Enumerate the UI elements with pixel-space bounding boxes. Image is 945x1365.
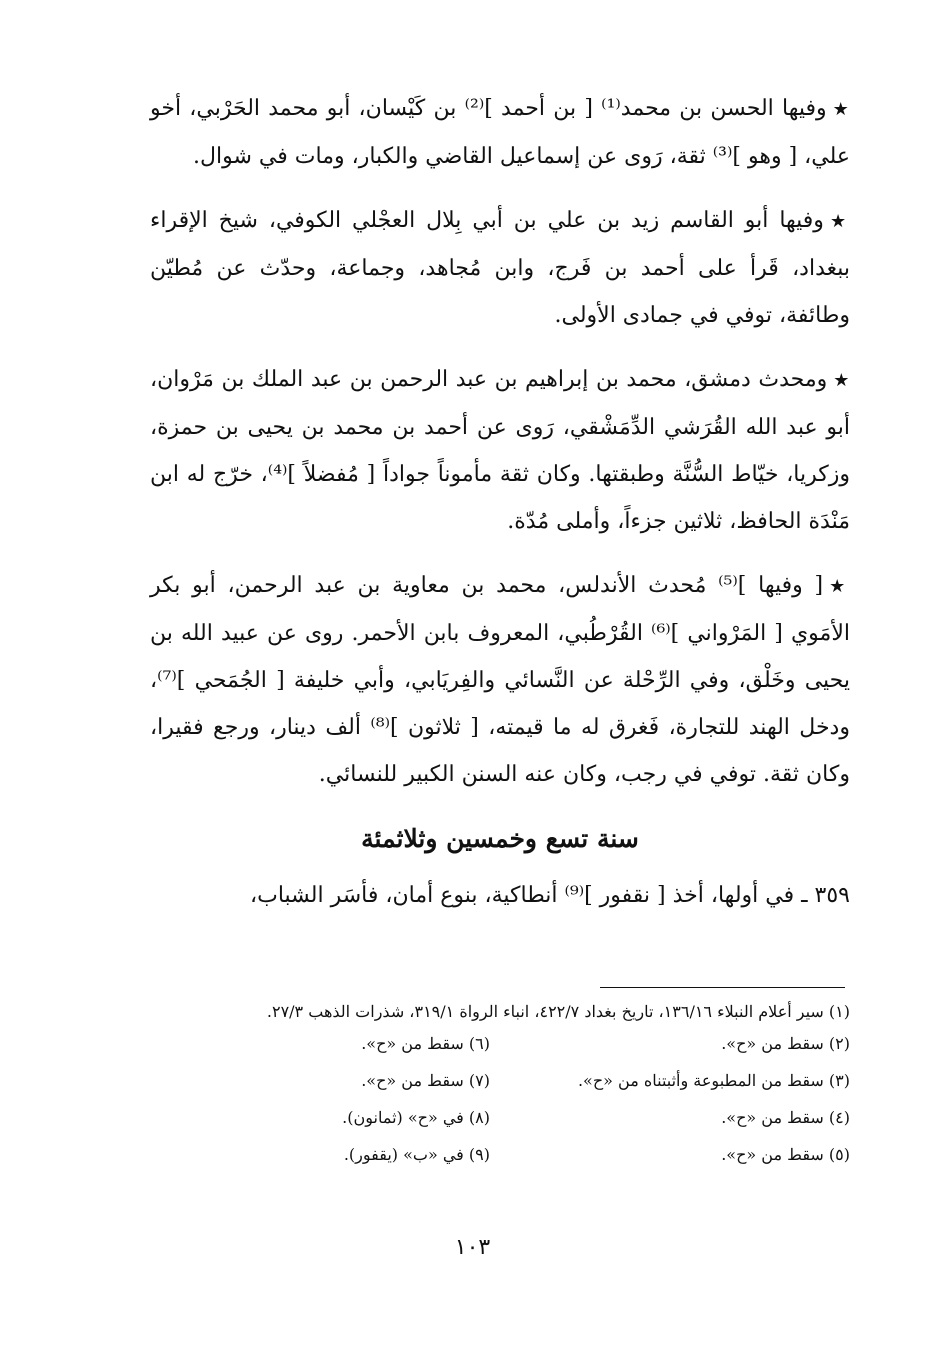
footnote-divider <box>600 987 845 988</box>
star-icon: ★ <box>832 99 851 120</box>
footnote-2: (٢) سقط من «ح». <box>721 1034 850 1053</box>
footnotes <box>150 998 850 1169</box>
entry-text: ومحدث دمشق، محمد بن إبراهيم بن عبد الرحمن بن عبد الملك بن مَرْوان، أبو عبد الله القُرَشي الدِّمَشْقي، رَوى عن أحمد بن محمد بن يحيى بن حمزة، وزكريا، خيّاط السُّنَّة وطبقتها. وكان ثقة مأموناً جواداً [ مُفضلاً ]⁽⁴⁾، خرّج له ابن مَنْدَة الحافظ، ثلاثين جزءاً، وأملى مُدّة. <box>150 367 850 534</box>
footnote-7: (٧) سقط من «ح». <box>361 1071 490 1090</box>
footnote-column-left <box>150 1030 500 1169</box>
footnote-columns <box>150 1030 850 1169</box>
entry-1 <box>150 85 850 180</box>
star-icon: ★ <box>833 370 851 391</box>
entry-4 <box>150 562 850 798</box>
main-text <box>150 85 850 919</box>
entry-text: وفيها الحسن بن محمد⁽¹⁾ [ بن أحمد ]⁽²⁾ بن كَيْسان، أبو محمد الحَرْبي، أخو علي، [ وهو ]⁽³⁾ ثقة، رَوى عن إسماعيل القاضي والكبار، ومات في شوال. <box>150 96 850 169</box>
star-icon: ★ <box>829 576 850 597</box>
footnote-5: (٥) سقط من «ح». <box>721 1145 850 1164</box>
footnote-4: (٤) سقط من «ح». <box>721 1108 850 1127</box>
footnote-3: (٣) سقط من المطبوعة وأثبتناه من «ح». <box>577 1071 850 1090</box>
footnote-8: (٨) في «ح» (ثمانون). <box>342 1108 490 1127</box>
footnote-column-right <box>500 1030 850 1169</box>
footnote-1: (١) سير أعلام النبلاء ١٣٦/١٦، تاريخ بغداد ٤٢٢/٧، انباء الرواة ٣١٩/١، شذرات الذهب ٢٧/٣. <box>266 1002 850 1021</box>
entry-3 <box>150 356 850 545</box>
year-heading: سنة تسع وخمسين وثلاثمئة <box>361 824 639 853</box>
footnote-9: (٩) في «ب» (يقفور). <box>343 1145 490 1164</box>
entry-2 <box>150 197 850 339</box>
page-number: ١٠٣ <box>454 1235 491 1260</box>
star-icon: ★ <box>829 211 850 232</box>
footnote-6: (٦) سقط من «ح». <box>361 1034 490 1053</box>
entry-text: [ وفيها ]⁽⁵⁾ مُحدث الأندلس، محمد بن معاوية بن عبد الرحمن، أبو بكر الأمَوي [ المَرْواني ]⁽⁶⁾ القُرْطُبي، المعروف بابن الأحمر. روى عن عبيد الله بن يحيى وخَلْق، وفي الرِّحْلة عن النَّسائي والفِريَابي، وأبي خليفة [ الجُمَحي ]⁽⁷⁾، ودخل الهند للتجارة، فَغرق له ما قيمته، [ ثلاثون ]⁽⁸⁾ ألف دينار، ورجع فقيرا، وكان ثقة. توفي في رجب، وكان عنه السنن الكبير للنسائي. <box>150 573 851 787</box>
year-entry-text: ٣٥٩ ـ في أولها، أخذ [ نقفور ]⁽⁹⁾ أنطاكية، بنوع أمان، فأسَر الشباب، <box>250 883 850 908</box>
entry-text: وفيها أبو القاسم زيد بن علي بن أبي بِلال العجْلي الكوفي، شيخ الإقراء ببغداد، قَرأ على أحمد بن فَرج، وابن مُجاهد، وجماعة، وحدّث عن مُطيّن وطائفة، توفي في جمادى الأولى. <box>150 208 850 328</box>
